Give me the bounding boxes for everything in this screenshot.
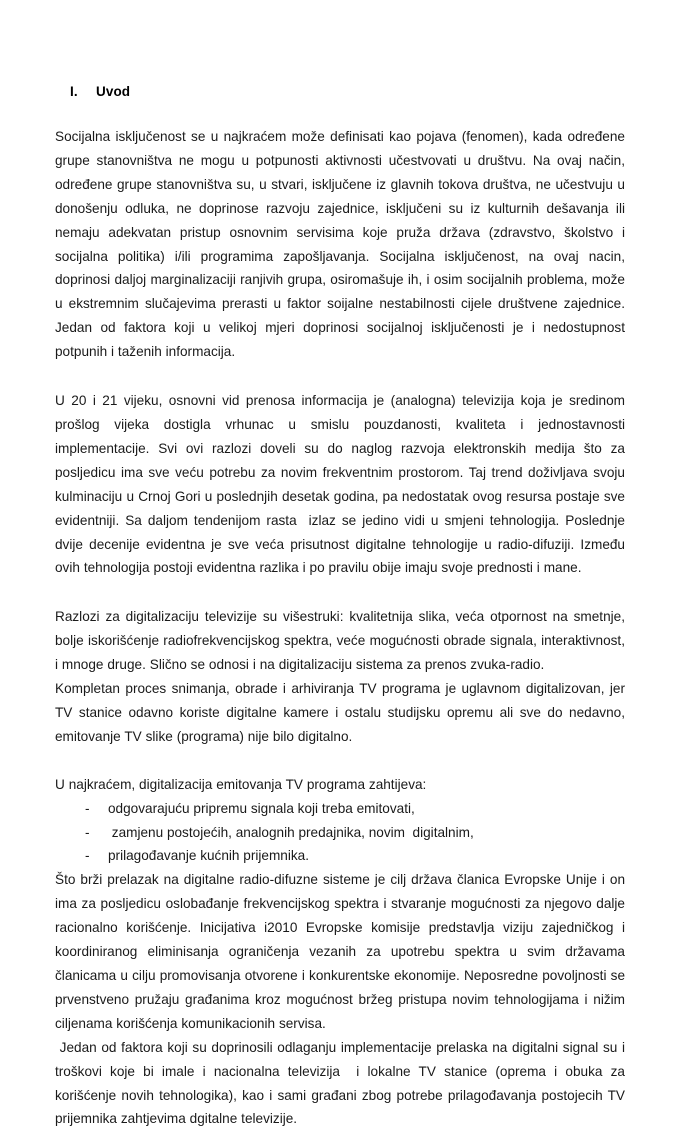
- requirements-list: [55, 797, 625, 869]
- list-dash-marker: -: [85, 848, 90, 864]
- paragraph-spacer: [55, 749, 625, 773]
- section-heading-title: Uvod: [96, 84, 131, 99]
- list-item: [55, 821, 625, 845]
- section-heading: [55, 84, 625, 99]
- paragraph-spacer: [55, 364, 625, 389]
- paragraph-cost-factors: Jedan od faktora koji su doprinosili odlaganju implementacije prelaska na digitalni signal su i troškovi koje bi imale i nacionalna televizija i lokalne TV stanice (oprema i obuka za korišćenje novih tehnologika), kao i sami građani zbog potrebe prilagođavanja postojecih TV prijemnika zahtjevima dgitalne televizije.: [55, 1039, 629, 1127]
- section-heading-numeral: I.: [70, 84, 78, 99]
- paragraph-eu-transition: Što brži prelazak na digitalne radio-difuzne sisteme je cilj država članica Evropske Unije i on ima za posljedicu oslobađanje frekvencijskog spektra i stvaranje mogućnosti za njegovo dalje racionalno korišćenje. Inicijativa i2010 Evropske komisije predstavlja viziju zajedničkog i koordiniranog eliminisanja ograničenja vezanih za upotrebu spektra u svim državama članicama u cilju promovisanja otvorene i konkurentske ekonomije. Neposredne povoljnosti se prvenstveno pružaju građanima kroz mogućnost bržeg pristupa novim tehnologijama i nižim ciljenama korišćenja komunikacionih servisa.: [55, 872, 629, 1031]
- paragraph-digitalization-reasons: Razlozi za digitalizaciju televizije su višestruki: kvalitetnija slika, veća otpornost na smetnje, bolje iskorišćenje radiofrekvencijskog spektra, veće mogućnosti obrade signala, interaktivnost, i mnoge druge. Slično se odnosi i na digitalizaciju sistema za prenos zvuka-radio.: [55, 609, 629, 673]
- list-item-label: odgovarajuću pripremu signala koji treba emitovati,: [108, 800, 415, 816]
- paragraph-spacer: [55, 580, 625, 605]
- paragraph-requirements-intro: U najkraćem, digitalizacija emitovanja TV programa zahtijeva:: [55, 776, 427, 792]
- list-item-label: prilagođavanje kućnih prijemnika.: [108, 848, 309, 864]
- list-dash-marker: -: [85, 800, 90, 816]
- list-item-label: zamjenu postojećih, analognih predajnika, novim digitalnim,: [108, 824, 474, 840]
- paragraph-social-exclusion: Socijalna isključenost se u najkraćem može definisati kao pojava (fenomen), kada određene grupe stanovništva ne mogu u potpunosti aktivnosti učestvovati u društvu. Na ovaj način, određene grupe stanovništva su, u stvari, isključene iz glavnih tokova društva, ne učestvuju u donošenju odluka, ne doprinose razvoju zajednice, isključeni su iz kulturnih dešavanja ili nemaju adekvatan pristup osnovnim servisima koje pruža država (zdravstvo, školstvo i socijalna politika) i/ili programima zapošljavanja. Socijalna isključenost, na ovaj nacin, doprinosi daljoj marginalizaciji ranjivih grupa, osiromašuje ih, i osim socijalnih problema, može u ekstremnim slučajevima prerasti u faktor soijalne nestabilnosti cijele društvene zajednice. Jedan od faktora koji u velikoj mjeri doprinosi socijalnoj isključenosti je i nedostupnost potpunih i taženih informacija.: [55, 129, 629, 360]
- paragraph-analog-television: U 20 i 21 vijeku, osnovni vid prenosa informacija je (analogna) televizija koja je sredinom prošlog vijeka dostigla vrhunac u smislu pouzdanosti, kvaliteta i jednostavnosti implementacije. Svi ovi razlozi doveli su do naglog razvoja elektronskih medija što za posljedicu ima sve veću potrebu za novim frekventnim prostorom. Taj trend doživljava svoju kulminaciju u Crnoj Gori u poslednjih desetak godina, pa nedostatak ovog resursa postaje sve evidentniji. Sa daljom tendenijom rasta izlaz se jedino vidi u smjeni tehnologija. Poslednje dvije decenije evidentna je sve veća prisutnost digitalne tehnologije u radio-difuziji. Između ovih tehnologija postoji evidentna razlika i po pravilu obije imaju svoje prednosti i mane.: [55, 393, 629, 576]
- document-content: [55, 84, 629, 1131]
- list-item: [55, 844, 625, 868]
- list-dash-marker: -: [85, 824, 90, 840]
- paragraph-production-digitalized: Kompletan proces snimanja, obrade i arhiviranja TV programa je uglavnom digitalizovan, jer TV stanice odavno koriste digitalne kamere i ostalu studijsku opremu ali sve do nedavno, emitovanje TV slike (programa) nije bilo digitalno.: [55, 681, 629, 744]
- list-item: [55, 797, 625, 821]
